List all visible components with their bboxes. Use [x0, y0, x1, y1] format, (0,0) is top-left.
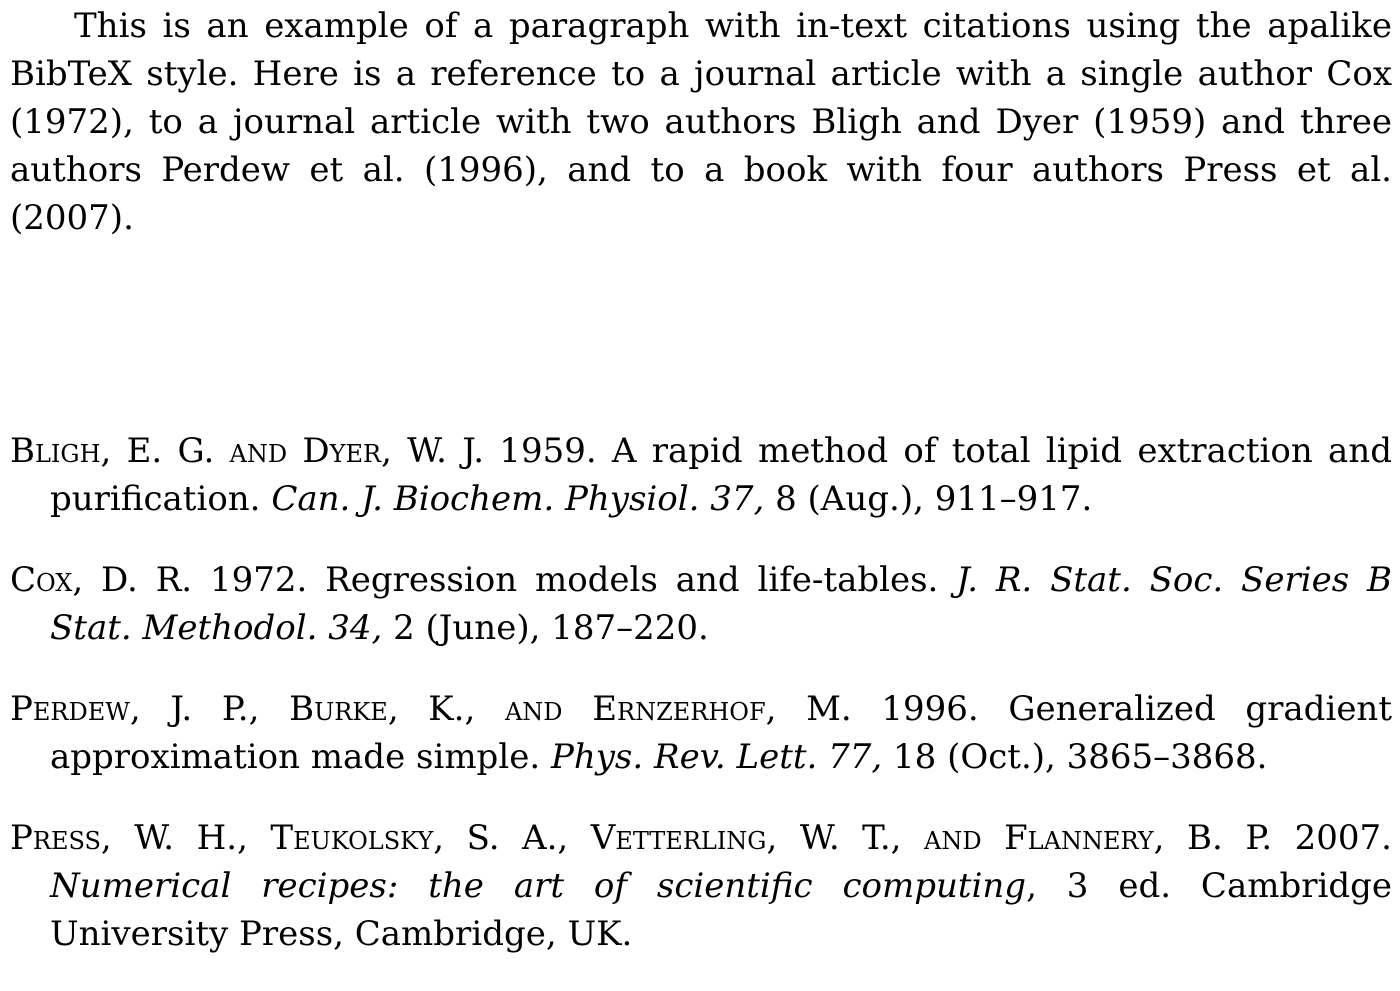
- intro-paragraph: [10, 0, 1392, 242]
- reference-list: [10, 427, 1392, 958]
- paragraph-text: .: [123, 198, 134, 238]
- citation-perdew: Perdew et al. (1996): [161, 150, 538, 190]
- citation-cox: Cox (1972): [10, 54, 1392, 142]
- reference-text: B. P. 2007.: [1164, 818, 1392, 858]
- reference-text: 1996. Generalized gradient approximation made simple.: [50, 689, 1392, 777]
- reference-entry: [10, 556, 1392, 652]
- reference-journal: Phys. Rev. Lett. 77,: [550, 737, 883, 777]
- reference-authors: Press, W. H., Teukolsky, S. A., Vetterling, W. T., and Flannery,: [10, 818, 1165, 858]
- paragraph-text: and three authors: [10, 102, 1392, 190]
- reference-details: 18 (Oct.), 3865–3868.: [882, 737, 1268, 777]
- reference-entry: [10, 427, 1392, 523]
- citation-bligh-dyer: Bligh and Dyer (1959): [811, 102, 1207, 142]
- reference-entry: [10, 814, 1392, 958]
- citation-press: Press et al. (2007): [10, 150, 1392, 238]
- reference-book-title: Numerical recipes: the art of scientific computing: [50, 866, 1027, 906]
- reference-journal: Can. J. Biochem. Physiol. 37,: [271, 479, 765, 519]
- document-page: [10, 0, 1392, 991]
- reference-journal: J. R. Stat. Soc. Series B Stat. Methodol. 34,: [50, 560, 1392, 648]
- reference-authors: Cox, D. R.: [10, 560, 193, 600]
- paragraph-text: This is an example of a paragraph with in-text citations using the apalike BibTeX style. Here is a reference to a journal article with a single author: [10, 6, 1392, 94]
- reference-entry: [10, 685, 1392, 781]
- paragraph-text: , to a journal article with two authors: [123, 102, 812, 142]
- paragraph-text: , and to a book with four authors: [537, 150, 1184, 190]
- reference-authors: Perdew, J. P., Burke, K., and Ernzerhof, M.: [10, 689, 852, 729]
- reference-details: 8 (Aug.), 911–917.: [764, 479, 1093, 519]
- reference-text: 1972. Regression models and life-tables.: [192, 560, 957, 600]
- reference-details: 2 (June), 187–220.: [382, 608, 709, 648]
- reference-text: 1959. A rapid method of total lipid extraction and purification.: [50, 431, 1392, 519]
- reference-authors: Bligh, E. G. and Dyer, W. J.: [10, 431, 485, 471]
- reference-details: , 3 ed. Cambridge University Press, Cambridge, UK.: [50, 866, 1393, 954]
